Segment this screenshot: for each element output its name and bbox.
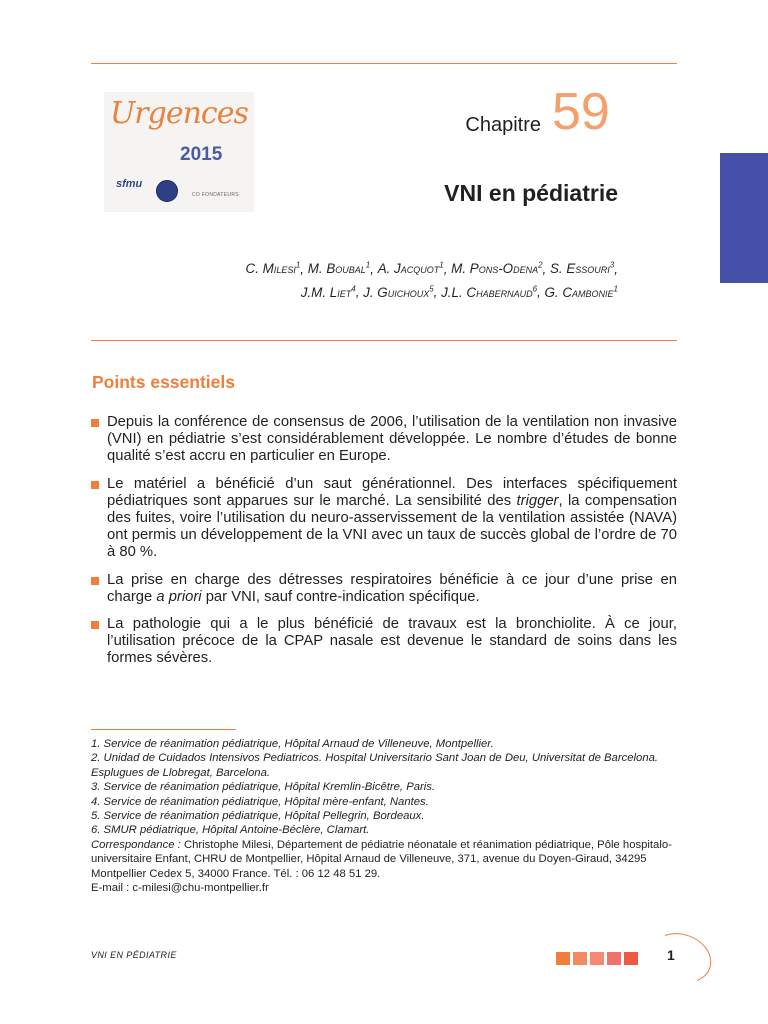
section-title: Points essentiels [92,372,235,392]
footnote-rule [91,729,236,730]
footnote: 5. Service de réanimation pédiatrique, Hôpital Pellegrin, Bordeaux. [91,810,425,823]
footnote: 1. Service de réanimation pédiatrique, Hôpital Arnaud de Villeneuve, Montpellier. [91,738,494,750]
deco-box [607,952,621,965]
square-bullet-icon [91,621,99,629]
key-point: Depuis la conférence de consensus de 2006, l’utilisation de la ventilation non invasive (VNI) en pédiatrie s’est considérablement développée. Le nombre d’études de bonne qualité s’est accru en particulier en Europe. [91,414,677,466]
logo-year: 2015 [180,144,223,165]
key-point: La prise en charge des détresses respiratoires bénéficie à ce jour d’une prise en charge a priori par VNI, sauf contre-indication spécifique. [91,572,677,606]
correspondance-email: E-mail : c-milesi@chu-montpellier.fr [91,882,269,895]
author: M. Pons-Odena$^2$ [451,261,543,277]
header-rule [91,63,677,64]
author: J. Guichoux$^5$ [363,284,434,300]
page-decoration [556,952,638,965]
deco-box [556,952,570,965]
author: S. Essouri$^3$ [550,261,615,277]
author: C. Milesi$^1$ [245,261,301,277]
author: J.L. Chabernaud$^6$ [441,284,538,300]
footnote: 2. Unidad de Cuidados Intensivos Pediatricos. Hospital Universitario Sant Joan de Deu, Universitat de Barcelona. Esplugues de Llobregat, Barcelona. [91,752,659,779]
sfmu-logo: sfmu [116,178,143,190]
author: A. Jacquot$^1$ [377,261,444,277]
author: G. Cambonie$^1$ [544,284,618,300]
page-number: 1 [667,947,675,963]
footnotes [91,737,677,895]
square-bullet-icon [91,577,99,585]
square-bullet-icon [91,419,99,427]
author-list: C. Milesi$^1$, M. Boubal$^1$, A. Jacquot$^1$, M. Pons-Odena$^2$, S. Essouri$^3$, J.M. Liet$^4$, J. Guichoux$^5$, J.L. Chabernaud$^6$, G. Cambonie$^1$ [245,261,618,300]
key-points-list [91,414,677,678]
chapter-label: Chapitre [465,114,541,136]
chapter-title: VNI en pédiatrie [444,180,618,206]
page-number-arc [644,925,719,991]
deco-box [624,952,638,965]
logo-cofondateurs: CO FONDATEURS [192,192,239,198]
key-point: La pathologie qui a le plus bénéficié de travaux est la bronchiolite. À ce jour, l’utilisation précoce de la CPAP nasale est devenue le standard de soins dans les formes sévères. [91,616,677,668]
deco-box [573,952,587,965]
section-rule [91,340,677,341]
author: M. Boubal$^1$ [307,261,371,277]
correspondance: Correspondance : Christophe Milesi, Département de pédiatrie néonatale et réanimation pédiatrique, Pôle hospitalo-universitaire Enfant, CHRU de Montpellier, Hôpital Arnaud de Villeneuve, 371, avenue du Doyen-Giraud, 34295 Montpellier Cedex 5, 34000 France. Tél. : 06 12 48 51 29. [91,838,672,880]
samu-emblem-icon [156,180,178,202]
chapter-number: 59 [552,83,610,141]
deco-box [590,952,604,965]
footnote: 3. Service de réanimation pédiatrique, Hôpital Kremlin-Bicêtre, Paris. [91,781,436,794]
square-bullet-icon [91,481,99,489]
running-head: VNI EN PÉDIATRIE [91,950,177,960]
footnote: 4. Service de réanimation pédiatrique, Hôpital mère-enfant, Nantes. [91,795,429,808]
author: J.M. Liet$^4$ [300,284,356,300]
footnote: 6. SMUR pédiatrique, Hôpital Antoine-Béclère, Clamart. [91,824,370,837]
key-point: Le matériel a bénéficié d’un saut générationnel. Des interfaces spécifiquement pédiatriques sont apparues sur le marché. La sensibilité des trigger, la compensation des fuites, voire l’utilisation du neuro-asservissement de la ventilation assistée (NAVA) ont permis un développement de la VNI avec un taux de succès global de l’ordre de 70 à 80 %. [91,476,677,562]
urgences-2015-logo [104,92,254,212]
logo-script: Urgences [110,96,248,131]
chapter-side-tab [720,153,768,283]
